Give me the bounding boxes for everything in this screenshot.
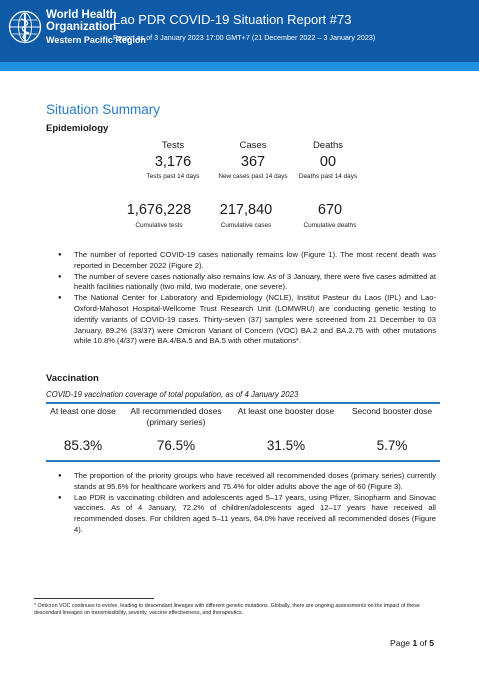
stat-label: Tests past 14 days bbox=[146, 173, 200, 180]
vaccine-coverage-value: 5.7% bbox=[376, 438, 408, 453]
vaccine-coverage-value: 31.5% bbox=[266, 438, 306, 453]
list-item: ● The National Center for Laboratory and Epidemiology (NCLE), Institut Pasteur du Laos (IPL) and Lao-Oxford-Mahosot Hospital-Wellcome Trust Research Unit (LOMWRU) are conducting genetic testing to identify variants of COVID-19 cases. Thirty-seven (37) samples were screened from 21 December to 03 January, 89.2% (33/37) were Omicron Variant of Concern (VOC) BA.2 and BA.2.75 with other mutations while 10.8% (4/37) were BA.4/BA.5 and BA.5 with other mutations*. bbox=[46, 293, 436, 347]
report-header bbox=[0, 0, 479, 62]
stat-tests bbox=[126, 140, 220, 180]
footnote-separator bbox=[34, 598, 154, 599]
list-item: ● The number of reported COVID-19 cases nationally remains low (Figure 1). The most recent death was reported in December 2022 (Figure 2). bbox=[46, 250, 436, 272]
stat-header: Cases bbox=[239, 140, 267, 151]
cumulative-value: 670 bbox=[317, 202, 343, 218]
stat-cumulative-tests bbox=[122, 202, 196, 229]
list-item: ● The number of severe cases nationally also remains low. As of 3 January, there were five cases admitted at health facilities nationally (two mild, two moderate, one severe). bbox=[46, 272, 436, 294]
page-current: 1 bbox=[412, 638, 418, 648]
vaccination-bullets bbox=[46, 471, 436, 536]
stat-label: New cases past 14 days bbox=[218, 173, 288, 180]
table-bottom-rule bbox=[46, 460, 440, 462]
stat-deaths bbox=[290, 140, 366, 180]
stat-label: Deaths past 14 days bbox=[298, 173, 358, 180]
stat-cumulative-deaths bbox=[290, 202, 370, 229]
cumulative-label: Cumulative tests bbox=[135, 222, 183, 229]
vaccine-column-label: At least one booster dose bbox=[237, 406, 335, 416]
stat-header: Deaths bbox=[312, 140, 344, 151]
org-region: Western Pacific Region bbox=[46, 35, 146, 45]
who-emblem-icon bbox=[8, 10, 42, 44]
org-line-1: World Health bbox=[46, 9, 117, 21]
cumulative-label: Cumulative deaths bbox=[303, 222, 357, 229]
stat-value: 00 bbox=[319, 154, 337, 170]
page-middle: of bbox=[417, 638, 430, 648]
vaccine-coverage-value: 76.5% bbox=[156, 438, 196, 453]
page-number bbox=[390, 638, 434, 648]
report-title: Lao PDR COVID-19 Situation Report #73 bbox=[113, 12, 352, 27]
list-item: ● Lao PDR is vaccinating children and adolescents aged 5–17 years, using Pfizer, Sinopharm and Sinovac vaccines. As of 4 January, 72.2% of children/adolescents aged 12–17 years have received all recommended doses. For children aged 5–11 years, 64.0% have received all recommended doses (Figure 4). bbox=[46, 493, 436, 536]
stat-value: 367 bbox=[240, 154, 266, 170]
vaccine-column-label: All recommended doses (primary series) bbox=[130, 406, 222, 427]
footnote: * Omicron VOC continues to evolve, leading to descendant lineages with different genetic mutations. Globally, there are ongoing assessments on the impact of these descendant lineages on transmissibility, severity, vaccine effectiveness, and therapeutics. bbox=[34, 603, 420, 617]
epidemiology-bullets bbox=[46, 250, 436, 347]
header-accent-strip bbox=[0, 62, 479, 71]
org-line-2: Organization bbox=[46, 21, 117, 33]
vaccine-column-label: At least one dose bbox=[50, 406, 116, 416]
stat-header: Tests bbox=[161, 140, 185, 151]
cumulative-value: 217,840 bbox=[219, 202, 273, 218]
stat-cumulative-cases bbox=[208, 202, 284, 229]
cumulative-value: 1,676,228 bbox=[126, 202, 192, 218]
page-prefix: Page bbox=[390, 638, 413, 648]
vaccine-column-label: Second booster dose bbox=[351, 406, 433, 416]
epidemiology-heading: Epidemiology bbox=[46, 123, 109, 134]
stat-value: 3,176 bbox=[154, 154, 192, 170]
page-total: 5 bbox=[429, 638, 434, 648]
table-top-rule bbox=[46, 402, 440, 404]
vaccination-caption: COVID-19 vaccination coverage of total population, as of 4 January 2023 bbox=[46, 390, 299, 399]
vaccination-heading: Vaccination bbox=[46, 373, 99, 384]
cumulative-label: Cumulative cases bbox=[220, 222, 272, 229]
stat-cases bbox=[214, 140, 292, 180]
section-title: Situation Summary bbox=[46, 102, 161, 117]
vaccine-coverage-value: 85.3% bbox=[63, 438, 103, 453]
report-subtitle: Report as of 3 January 2023 17:00 GMT+7 (21 December 2022 – 3 January 2023) bbox=[113, 33, 376, 42]
list-item: ● The proportion of the priority groups who have received all recommended doses (primary series) currently stands at 95.6% for healthcare workers and 75.4% for older adults above the age of 60 (Figure 3). bbox=[46, 471, 436, 493]
